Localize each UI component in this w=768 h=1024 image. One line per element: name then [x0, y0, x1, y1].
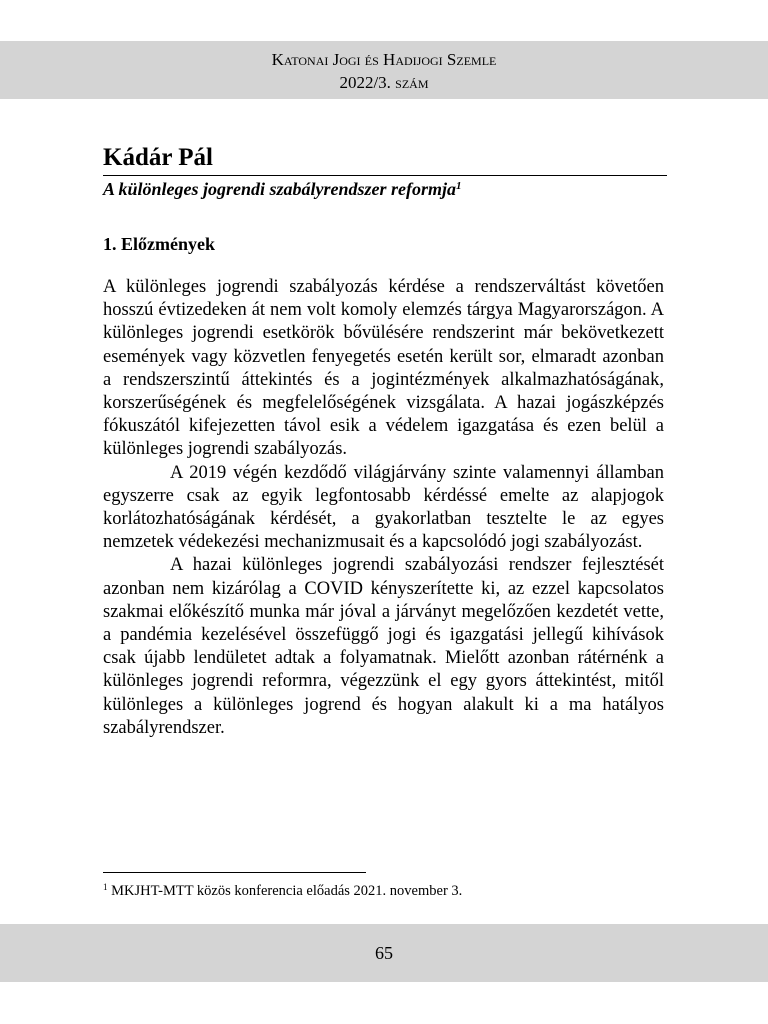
running-header	[0, 41, 768, 99]
section-heading: 1. Előzmények	[103, 234, 215, 254]
footnote	[103, 882, 462, 900]
page-number: 65	[375, 943, 393, 963]
footnote-divider	[103, 872, 366, 873]
paragraph: A 2019 végén kezdődő világjárvány szinte valamennyi államban egyszerre csak az egyik legfontosabb kérdéssé emelte az alapjogok korlátozhatóságának kérdését, a gyakorlatban tesztelte le az egyes nemzetek védekezési mechanizmusait és a kapcsolódó jogi szabályozást.	[103, 462, 664, 553]
footnote-mark: 1	[103, 882, 108, 892]
footnote-text: MKJHT-MTT közös konferencia előadás 2021. november 3.	[111, 883, 463, 899]
article-body	[103, 276, 664, 740]
journal-title: Katonai Jogi és Hadijogi Szemle	[271, 50, 497, 69]
footnote-reference[interactable]: 1	[456, 180, 462, 192]
running-footer	[0, 924, 768, 982]
paragraph: A hazai különleges jogrendi szabályozási rendszer fejlesztését azonban nem kizárólag a COVID kényszerítette ki, az ezzel kapcsolatos szakmai előkészítő munka már jóval a járványt megelőzően kezdetét vette, a pandémia kezelésével összefüggő jogi és igazgatási jellegű kihívások csak újabb lendületet adtak a folyamatnak. Mielőtt azonban rátérnénk a különleges jogrendi reformra, végezzünk el egy gyors áttekintést, mitől különleges a különleges jogrend és hogyan alakult ki a ma hatályos szabályrendszer.	[103, 555, 664, 738]
issue-number: 2022/3. szám	[339, 73, 429, 92]
article-title	[103, 178, 462, 200]
author-name: Kádár Pál	[103, 144, 213, 171]
author-divider	[103, 175, 667, 176]
article-title-text: A különleges jogrendi szabályrendszer reformja	[103, 179, 457, 199]
paragraph: A különleges jogrendi szabályozás kérdése a rendszerváltást követően hosszú évtizedeken át nem volt komoly elemzés tárgya Magyarországon. A különleges jogrendi esetkörök bővülésére rendszerint már bekövetkezett események vagy közvetlen fenyegetés esetén került sor, elmaradt azonban a rendszerszintű áttekintés és a jogintézmények alkalmazhatóságának, korszerűségének és megfelelőségének vizsgálata. A hazai jogászképzés fókuszától kifejezetten távol esik a védelem igazgatása és ezen belül a különleges jogrendi szabályozás.	[103, 277, 664, 460]
